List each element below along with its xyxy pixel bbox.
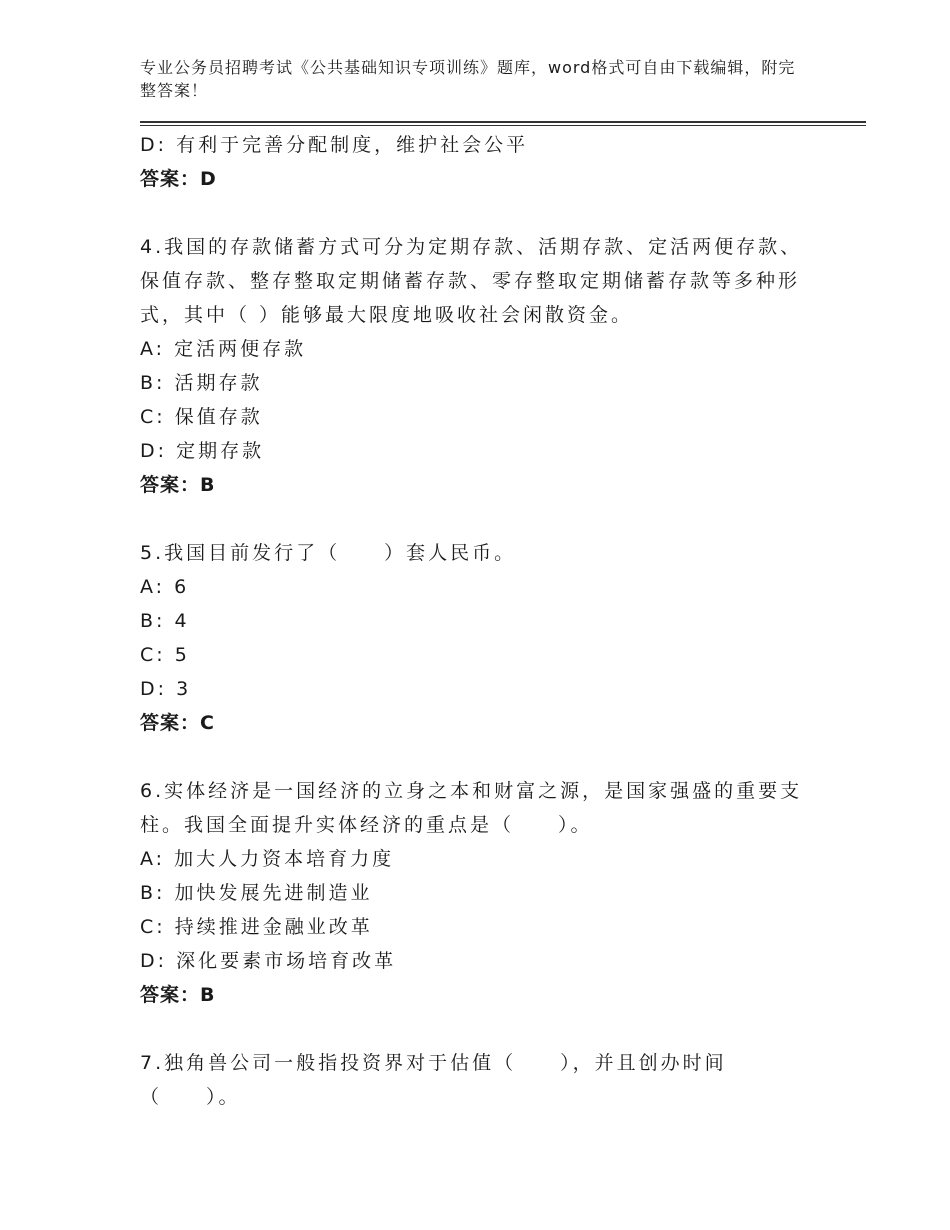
spacer (140, 196, 820, 230)
answer: 答案：B (140, 984, 216, 1006)
header-rule-thick (140, 121, 866, 123)
option-c: C: 5 (140, 644, 190, 666)
option-b: B: 活期存款 (140, 372, 263, 394)
answer: 答案：C (140, 712, 215, 734)
option-a: A: 定活两便存款 (140, 338, 307, 360)
option-c: C: 保值存款 (140, 406, 263, 428)
option-b: B: 4 (140, 610, 190, 632)
option-b: B: 加快发展先进制造业 (140, 882, 373, 904)
question-5 (140, 536, 820, 740)
option-d: D: 深化要素市场培育改革 (140, 950, 397, 972)
option-d: D: 定期存款 (140, 440, 265, 462)
question-7 (140, 1046, 820, 1114)
option-d: D: 有利于完善分配制度，维护社会公平 (140, 134, 529, 156)
spacer (140, 1012, 820, 1046)
spacer (140, 740, 820, 774)
question-list (140, 128, 820, 1114)
option-a: A: 6 (140, 576, 190, 598)
question-text: 6.实体经济是一国经济的立身之本和财富之源，是国家强盛的重要支柱。我国全面提升实体经济的重点是（ ）。 (140, 780, 803, 836)
question-text: 5.我国目前发行了（ ）套人民币。 (140, 542, 517, 564)
spacer (140, 502, 820, 536)
question-text-line-2: （ ）。 (140, 1086, 241, 1108)
answer: 答案：D (140, 168, 217, 190)
question-text-line-1: 7.独角兽公司一般指投资界对于估值（ ），并且创办时间 (140, 1052, 727, 1074)
question-6 (140, 774, 820, 1012)
question-text: 4.我国的存款储蓄方式可分为定期存款、活期存款、定活两便存款、保值存款、整存整取定期储蓄存款、零存整取定期储蓄存款等多种形式，其中（ ）能够最大限度地吸收社会闲散资金。 (140, 236, 803, 326)
option-d: D: 3 (140, 678, 192, 700)
header-rule-thin (140, 125, 866, 126)
answer: 答案：B (140, 474, 216, 496)
question-3 (140, 128, 820, 196)
page-header: 专业公务员招聘考试《公共基础知识专项训练》题库，word格式可自由下载编辑，附完整答案！ (140, 58, 796, 100)
question-4 (140, 230, 820, 502)
option-c: C: 持续推进金融业改革 (140, 916, 373, 938)
option-a: A: 加大人力资本培育力度 (140, 848, 395, 870)
